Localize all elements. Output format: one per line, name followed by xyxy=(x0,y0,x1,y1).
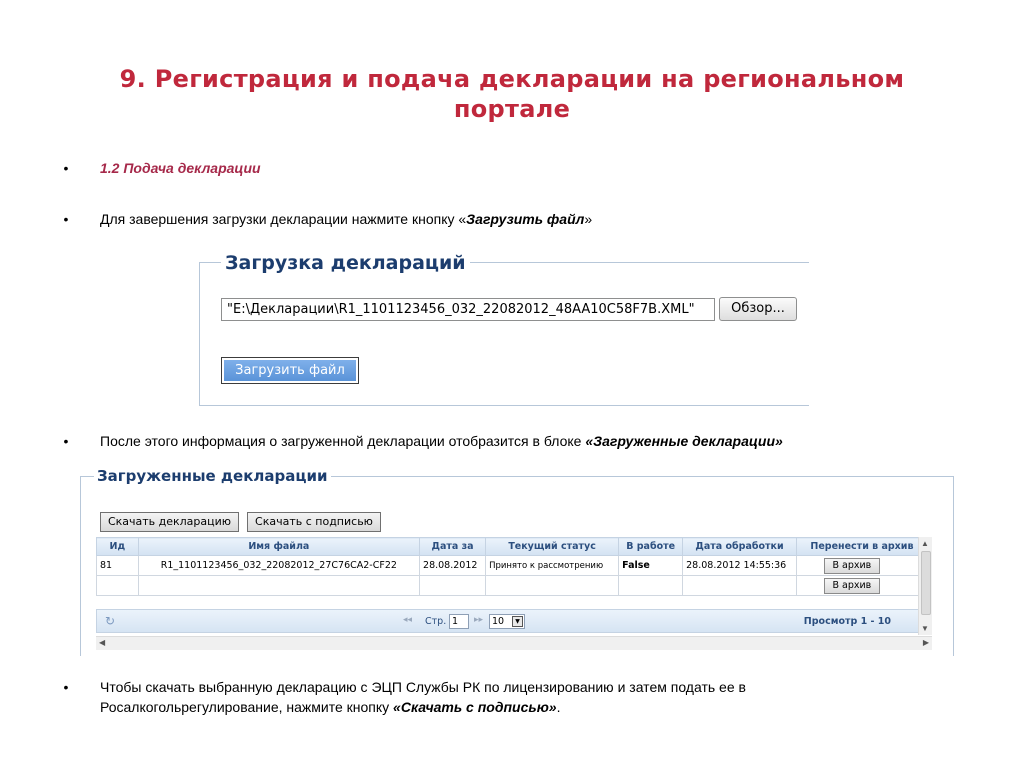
upload-file-label: Загрузить файл xyxy=(224,360,356,381)
page-label: Стр. xyxy=(425,616,447,627)
download-declaration-button[interactable]: Скачать декларацию xyxy=(100,512,239,532)
table-row[interactable] xyxy=(97,576,928,596)
bullet-suffix: » xyxy=(584,211,593,227)
cell-file-name: R1_1101123456_032_22082012_27C76CA2-CF22 xyxy=(138,556,419,576)
file-path-input[interactable]: "E:\Декларации\R1_1101123456_032_22082012_48AA10C58F7B.XML" xyxy=(221,298,715,321)
column-header-archive[interactable]: Перенести в архив xyxy=(796,538,927,556)
cell-archive xyxy=(796,576,927,596)
browse-button[interactable]: Обзор... xyxy=(719,297,797,321)
cell-archive xyxy=(796,556,927,576)
column-header-file-name[interactable]: Имя файла xyxy=(138,538,419,556)
column-header-id[interactable]: Ид xyxy=(97,538,139,556)
column-header-date[interactable]: Дата за xyxy=(420,538,486,556)
scrollbar-thumb[interactable] xyxy=(921,551,931,615)
bullet-suffix: . xyxy=(556,699,561,715)
bullet-prefix: Для завершения загрузки декларации нажмите кнопку « xyxy=(100,211,467,227)
horizontal-scrollbar[interactable] xyxy=(96,636,932,650)
bullet-marker: • xyxy=(63,679,69,695)
upload-declarations-panel xyxy=(199,251,809,406)
scroll-right-icon[interactable]: ▶ xyxy=(922,638,929,647)
column-header-processed-date[interactable]: Дата обработки xyxy=(683,538,797,556)
scroll-down-icon[interactable]: ▼ xyxy=(921,624,929,633)
table-pager xyxy=(96,609,928,633)
bullet-emphasis: «Скачать с подписью» xyxy=(393,699,557,715)
bullet-emphasis: Загрузить файл xyxy=(466,211,585,227)
bullet-marker: • xyxy=(63,160,69,176)
cell-in-work: False xyxy=(619,556,683,576)
page-title: 9. Регистрация и подача декларации на региональном портале xyxy=(119,65,905,123)
cell-status: Принято к рассмотрению xyxy=(486,556,619,576)
bullet-prefix: Чтобы скачать выбранную декларацию с ЭЦП Службы РК по лицензированию и затем подать ее в Росалкогольрегулирование, нажмите кнопку xyxy=(100,679,746,715)
column-header-status[interactable]: Текущий статус xyxy=(486,538,619,556)
subheading-text: 1.2 Подача декларации xyxy=(100,160,261,176)
cell-id: 81 xyxy=(97,556,139,576)
column-header-in-work[interactable]: В работе xyxy=(619,538,683,556)
panel-frame xyxy=(199,262,809,406)
panel-legend: Загрузка деклараций xyxy=(221,251,470,275)
first-page-icon[interactable]: ◂◂ xyxy=(403,615,413,625)
cell-in-work xyxy=(619,576,683,596)
bullet-marker: • xyxy=(63,211,69,227)
panel-legend: Загруженные декларации xyxy=(94,466,331,486)
bullet-marker: • xyxy=(63,433,69,449)
page-number-input[interactable]: 1 xyxy=(449,614,469,629)
cell-date xyxy=(420,576,486,596)
declarations-table xyxy=(96,537,928,596)
uploaded-declarations-panel xyxy=(80,466,954,656)
chevron-down-icon: ▼ xyxy=(512,616,523,627)
rows-per-page-select[interactable] xyxy=(489,614,525,629)
table-row[interactable] xyxy=(97,556,928,576)
view-range-text: Просмотр 1 - 10 xyxy=(803,616,891,627)
cell-processed-date: 28.08.2012 14:55:36 xyxy=(683,556,797,576)
download-signed-button[interactable]: Скачать с подписью xyxy=(247,512,381,532)
refresh-icon[interactable]: ↻ xyxy=(105,614,116,628)
cell-processed-date xyxy=(683,576,797,596)
archive-button[interactable]: В архив xyxy=(824,558,880,574)
last-page-icon[interactable]: ▸▸ xyxy=(474,615,484,625)
bullet-text xyxy=(100,209,592,229)
upload-file-button[interactable] xyxy=(221,357,359,384)
bullet-emphasis: «Загруженные декларации» xyxy=(585,433,783,449)
bullet-text xyxy=(100,431,783,451)
archive-button[interactable]: В архив xyxy=(824,578,880,594)
rows-per-page-value: 10 xyxy=(492,616,505,627)
bullet-text xyxy=(100,677,860,717)
cell-file-name xyxy=(138,576,419,596)
scroll-left-icon[interactable]: ◀ xyxy=(99,638,106,647)
vertical-scrollbar[interactable] xyxy=(918,537,932,635)
cell-id xyxy=(97,576,139,596)
scroll-up-icon[interactable]: ▲ xyxy=(921,539,929,548)
table-header-row xyxy=(97,538,928,556)
bullet-prefix: После этого информация о загруженной декларации отобразится в блоке xyxy=(100,433,586,449)
cell-date: 28.08.2012 xyxy=(420,556,486,576)
cell-status xyxy=(486,576,619,596)
